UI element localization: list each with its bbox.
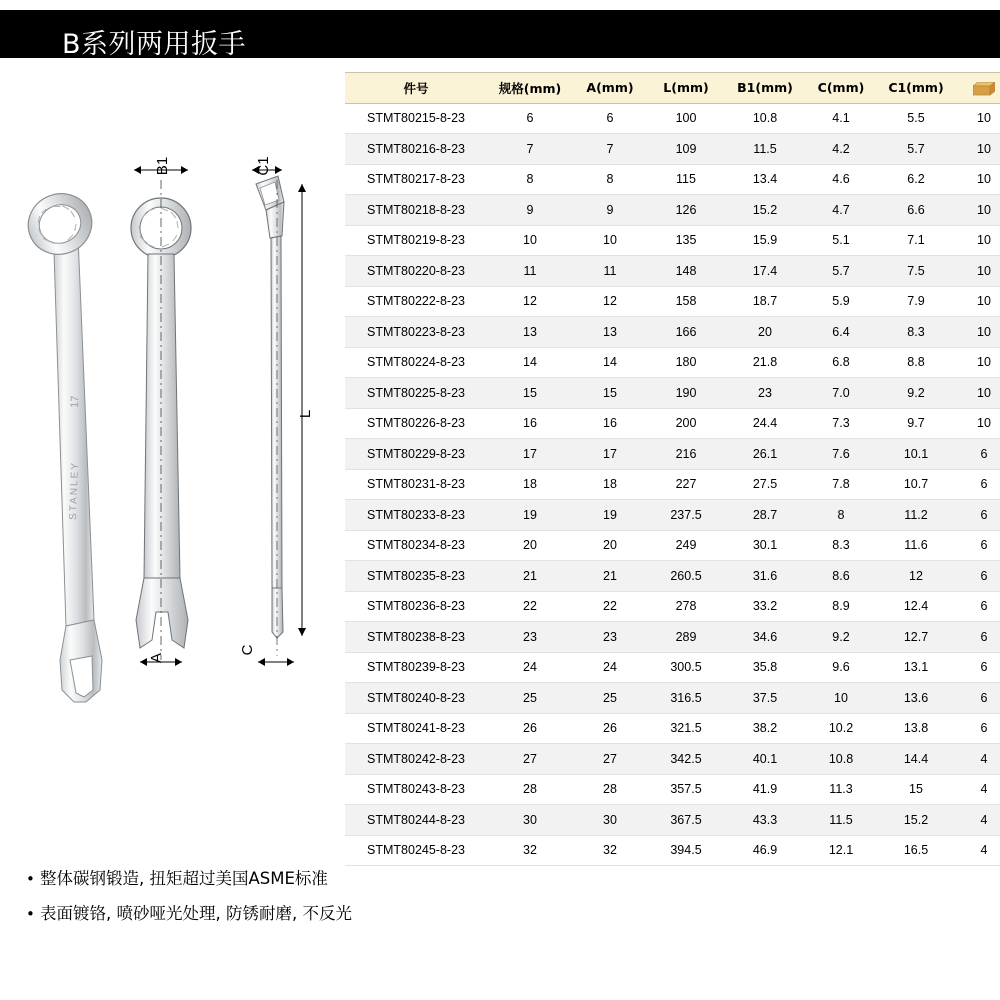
cell-c: 12.1 <box>828 843 854 858</box>
table-row <box>345 774 1000 805</box>
cell-l: 321.5 <box>670 721 702 736</box>
cell-l: 166 <box>675 324 697 339</box>
cell-spec: 32 <box>523 843 537 858</box>
cell-spec: 9 <box>526 202 534 217</box>
table-row <box>345 835 1000 866</box>
cell-c1: 12.7 <box>903 629 929 644</box>
table-row <box>345 195 1000 226</box>
cell-part-no: STMT80240-8-23 <box>367 690 465 705</box>
cell-part-no: STMT80220-8-23 <box>367 263 465 278</box>
cell-c: 7.8 <box>832 477 850 492</box>
cell-spec: 11 <box>523 263 537 278</box>
cell-l: 394.5 <box>670 843 702 858</box>
cell-spec: 6 <box>526 111 534 126</box>
cell-b1: 26.1 <box>752 446 778 461</box>
cell-b1: 40.1 <box>752 751 778 766</box>
cell-qty: 10 <box>977 385 991 400</box>
cell-c1: 8.8 <box>907 355 925 370</box>
column-header-spec: 规格(mm) <box>487 73 573 104</box>
cell-c: 7.0 <box>832 385 850 400</box>
column-header-b1: B1(mm) <box>725 73 805 104</box>
feature-text: 表面镀铬, 喷砂哑光处理, 防锈耐磨, 不反光 <box>40 904 352 923</box>
cell-spec: 7 <box>526 141 534 156</box>
cell-b1: 33.2 <box>752 599 778 614</box>
table-row <box>345 256 1000 287</box>
cell-spec: 15 <box>523 385 537 400</box>
cell-l: 100 <box>675 111 697 126</box>
cell-l: 200 <box>675 416 697 431</box>
cell-qty: 6 <box>980 507 988 522</box>
cell-l: 109 <box>675 141 697 156</box>
cell-spec: 27 <box>523 751 537 766</box>
table-row <box>345 103 1000 134</box>
cell-part-no: STMT80225-8-23 <box>367 385 465 400</box>
cell-qty: 6 <box>980 538 988 553</box>
cell-qty: 4 <box>980 782 988 797</box>
cell-a: 32 <box>603 843 617 858</box>
cell-part-no: STMT80217-8-23 <box>367 172 465 187</box>
table-row <box>345 622 1000 653</box>
cell-spec: 13 <box>523 324 537 339</box>
dimension-label-c1: C1 <box>255 156 272 176</box>
cell-spec: 30 <box>523 812 537 827</box>
dimension-label-a: A <box>148 652 165 664</box>
cell-spec: 8 <box>526 172 534 187</box>
cell-c: 7.6 <box>832 446 850 461</box>
wrench-side-view <box>239 156 314 666</box>
cell-c: 11.5 <box>829 812 853 827</box>
cell-l: 135 <box>675 233 697 248</box>
cell-a: 11 <box>603 263 617 278</box>
feature-list <box>26 866 446 936</box>
cell-c1: 13.8 <box>903 721 929 736</box>
cell-part-no: STMT80236-8-23 <box>367 599 465 614</box>
cell-a: 8 <box>606 172 614 187</box>
column-header-quantity <box>955 73 1000 104</box>
cell-l: 115 <box>676 172 696 187</box>
page-header-bar <box>0 10 1000 58</box>
cell-spec: 19 <box>523 507 537 522</box>
cell-a: 10 <box>603 233 617 248</box>
cell-part-no: STMT80226-8-23 <box>367 416 465 431</box>
table-row <box>345 591 1000 622</box>
cell-b1: 28.7 <box>752 507 778 522</box>
cell-c: 10 <box>834 690 848 705</box>
cell-qty: 6 <box>980 660 988 675</box>
table-row <box>345 439 1000 470</box>
table-row <box>345 225 1000 256</box>
table-row <box>345 378 1000 409</box>
cell-l: 260.5 <box>670 568 702 583</box>
cell-qty: 10 <box>977 416 991 431</box>
cell-b1: 15.2 <box>752 202 778 217</box>
cell-c1: 15.2 <box>903 812 929 827</box>
cell-part-no: STMT80231-8-23 <box>367 477 465 492</box>
cell-l: 148 <box>675 263 697 278</box>
cell-a: 23 <box>603 629 617 644</box>
cell-l: 289 <box>675 629 697 644</box>
cell-part-no: STMT80242-8-23 <box>367 751 465 766</box>
cell-c1: 12 <box>909 568 923 583</box>
wrench-isometric-view <box>19 184 102 702</box>
cell-b1: 23 <box>758 385 772 400</box>
cell-b1: 24.4 <box>752 416 778 431</box>
cell-c1: 13.6 <box>903 690 929 705</box>
cell-c: 8.9 <box>832 599 850 614</box>
column-header-c: C(mm) <box>805 73 877 104</box>
cell-c: 4.2 <box>832 141 850 156</box>
cell-b1: 17.4 <box>752 263 778 278</box>
cell-c: 5.7 <box>832 263 850 278</box>
cell-l: 180 <box>675 355 697 370</box>
cell-c1: 7.5 <box>907 263 925 278</box>
cell-a: 30 <box>603 812 617 827</box>
dimension-label-l: L <box>297 409 314 419</box>
cell-a: 12 <box>603 294 617 309</box>
cell-b1: 41.9 <box>752 782 778 797</box>
cell-l: 237.5 <box>670 507 702 522</box>
cell-part-no: STMT80239-8-23 <box>367 660 465 675</box>
cell-qty: 10 <box>977 233 991 248</box>
table-header-row <box>345 73 1000 104</box>
cell-qty: 6 <box>980 477 988 492</box>
table-row <box>345 561 1000 592</box>
cell-a: 21 <box>603 568 617 583</box>
cell-b1: 10.8 <box>752 111 778 126</box>
cell-c: 6.8 <box>832 355 850 370</box>
cell-spec: 10 <box>523 233 537 248</box>
cell-c1: 12.4 <box>903 599 929 614</box>
cell-part-no: STMT80233-8-23 <box>367 507 465 522</box>
cell-c1: 6.2 <box>907 172 925 187</box>
cell-c1: 10.7 <box>903 477 929 492</box>
cell-c: 7.3 <box>832 416 850 431</box>
cell-c: 4.6 <box>832 172 850 187</box>
cell-c: 4.7 <box>832 202 850 217</box>
cell-b1: 11.5 <box>753 141 777 156</box>
cell-b1: 30.1 <box>752 538 778 553</box>
wrench-diagram-svg <box>8 150 338 710</box>
cell-a: 17 <box>603 446 617 461</box>
cell-qty: 6 <box>980 568 988 583</box>
cell-c: 5.9 <box>832 294 850 309</box>
column-header-a: A(mm) <box>573 73 647 104</box>
table-row <box>345 134 1000 165</box>
cell-spec: 12 <box>523 294 537 309</box>
cell-l: 316.5 <box>670 690 702 705</box>
cell-spec: 14 <box>523 355 537 370</box>
cell-qty: 10 <box>977 324 991 339</box>
cell-c1: 10.1 <box>903 446 929 461</box>
cell-c: 10.8 <box>828 751 854 766</box>
cell-c1: 7.9 <box>907 294 925 309</box>
page-title: B系列两用扳手 <box>62 29 247 60</box>
cell-spec: 21 <box>523 568 537 583</box>
cell-c1: 6.6 <box>907 202 925 217</box>
list-item <box>26 866 446 892</box>
cell-b1: 43.3 <box>752 812 778 827</box>
cell-qty: 6 <box>980 446 988 461</box>
table-row <box>345 286 1000 317</box>
cell-part-no: STMT80235-8-23 <box>367 568 465 583</box>
cell-qty: 6 <box>980 721 988 736</box>
cell-qty: 6 <box>980 629 988 644</box>
cell-qty: 4 <box>980 751 988 766</box>
cell-a: 14 <box>603 355 617 370</box>
column-header-c1: C1(mm) <box>877 73 955 104</box>
cell-c1: 8.3 <box>907 324 925 339</box>
cell-a: 13 <box>603 324 617 339</box>
cell-c: 4.1 <box>832 111 850 126</box>
cell-c1: 15 <box>909 782 923 797</box>
cell-part-no: STMT80222-8-23 <box>367 294 465 309</box>
cell-l: 278 <box>675 599 697 614</box>
cell-a: 27 <box>603 751 617 766</box>
cell-c1: 13.1 <box>903 660 929 675</box>
cell-c1: 5.7 <box>907 141 925 156</box>
table-row <box>345 408 1000 439</box>
cell-qty: 10 <box>977 294 991 309</box>
bullet-dot-icon: • <box>26 870 35 888</box>
cell-part-no: STMT80216-8-23 <box>367 141 465 156</box>
table-row <box>345 652 1000 683</box>
cell-c1: 9.2 <box>907 385 925 400</box>
cell-c: 6.4 <box>832 324 850 339</box>
cell-b1: 20 <box>758 324 772 339</box>
cell-part-no: STMT80224-8-23 <box>367 355 465 370</box>
cell-qty: 6 <box>980 690 988 705</box>
cell-a: 20 <box>603 538 617 553</box>
cell-b1: 15.9 <box>752 233 778 248</box>
cell-part-no: STMT80234-8-23 <box>367 538 465 553</box>
cell-spec: 20 <box>523 538 537 553</box>
cell-a: 7 <box>606 141 614 156</box>
table-body <box>345 103 1000 866</box>
cell-c1: 11.2 <box>904 507 928 522</box>
cell-b1: 34.6 <box>752 629 778 644</box>
cell-part-no: STMT80215-8-23 <box>367 111 465 126</box>
cell-a: 22 <box>603 599 617 614</box>
cell-part-no: STMT80241-8-23 <box>367 721 465 736</box>
cell-b1: 21.8 <box>752 355 778 370</box>
cell-c1: 14.4 <box>903 751 929 766</box>
cell-c: 9.2 <box>832 629 850 644</box>
table-header <box>345 73 1000 104</box>
cell-b1: 18.7 <box>752 294 778 309</box>
cell-spec: 22 <box>523 599 537 614</box>
cell-a: 26 <box>603 721 617 736</box>
cell-l: 249 <box>675 538 697 553</box>
cell-part-no: STMT80238-8-23 <box>367 629 465 644</box>
cell-part-no: STMT80229-8-23 <box>367 446 465 461</box>
cell-c: 8.6 <box>832 568 850 583</box>
table-row <box>345 469 1000 500</box>
cell-spec: 16 <box>523 416 537 431</box>
cell-l: 367.5 <box>670 812 702 827</box>
cell-b1: 46.9 <box>752 843 778 858</box>
cell-spec: 23 <box>523 629 537 644</box>
bullet-dot-icon: • <box>26 905 35 923</box>
cell-c1: 9.7 <box>907 416 925 431</box>
cell-qty: 10 <box>977 355 991 370</box>
cell-l: 342.5 <box>670 751 702 766</box>
cell-l: 227 <box>675 477 697 492</box>
cell-c: 10.2 <box>828 721 854 736</box>
cell-part-no: STMT80243-8-23 <box>367 782 465 797</box>
cell-qty: 4 <box>980 812 988 827</box>
column-header-part-no: 件号 <box>345 73 487 104</box>
cell-c1: 5.5 <box>907 111 925 126</box>
cell-c: 9.6 <box>832 660 850 675</box>
cell-b1: 38.2 <box>752 721 778 736</box>
cell-qty: 10 <box>977 263 991 278</box>
cell-qty: 10 <box>977 172 991 187</box>
cell-l: 357.5 <box>670 782 702 797</box>
cell-l: 190 <box>675 385 697 400</box>
table-row <box>345 530 1000 561</box>
wrench-front-view <box>131 157 191 666</box>
cell-a: 16 <box>603 416 617 431</box>
column-header-l: L(mm) <box>647 73 725 104</box>
table-row <box>345 683 1000 714</box>
table-row <box>345 713 1000 744</box>
size-stamp: 17 <box>69 395 82 409</box>
dimension-label-c: C <box>239 644 256 656</box>
cell-c1: 11.6 <box>904 538 928 553</box>
cell-qty: 10 <box>977 202 991 217</box>
box-icon <box>973 82 995 96</box>
cell-c1: 16.5 <box>903 843 929 858</box>
dimension-label-b1: B1 <box>154 156 171 176</box>
cell-qty: 10 <box>977 141 991 156</box>
cell-spec: 25 <box>523 690 537 705</box>
table-row <box>345 317 1000 348</box>
cell-a: 15 <box>603 385 617 400</box>
cell-part-no: STMT80245-8-23 <box>367 843 465 858</box>
cell-part-no: STMT80244-8-23 <box>367 812 465 827</box>
cell-l: 216 <box>675 446 697 461</box>
cell-a: 6 <box>606 111 614 126</box>
cell-c: 8.3 <box>832 538 850 553</box>
cell-a: 28 <box>603 782 617 797</box>
cell-spec: 18 <box>523 477 537 492</box>
feature-text: 整体碳钢锻造, 扭矩超过美国ASME标准 <box>40 869 328 888</box>
cell-spec: 28 <box>523 782 537 797</box>
cell-spec: 24 <box>523 660 537 675</box>
cell-l: 300.5 <box>670 660 702 675</box>
cell-a: 19 <box>603 507 617 522</box>
cell-a: 18 <box>603 477 617 492</box>
cell-part-no: STMT80219-8-23 <box>367 233 465 248</box>
table-row <box>345 500 1000 531</box>
cell-a: 9 <box>606 202 614 217</box>
specification-table <box>345 72 1000 866</box>
table-row <box>345 347 1000 378</box>
cell-part-no: STMT80218-8-23 <box>367 202 465 217</box>
cell-qty: 10 <box>977 111 991 126</box>
product-illustration <box>8 150 338 710</box>
brand-stamp: STANLEY <box>68 460 82 521</box>
cell-b1: 35.8 <box>752 660 778 675</box>
cell-b1: 13.4 <box>752 172 778 187</box>
cell-a: 25 <box>603 690 617 705</box>
cell-b1: 27.5 <box>752 477 778 492</box>
cell-a: 24 <box>603 660 617 675</box>
cell-c: 5.1 <box>832 233 850 248</box>
cell-qty: 6 <box>980 599 988 614</box>
cell-part-no: STMT80223-8-23 <box>367 324 465 339</box>
cell-spec: 26 <box>523 721 537 736</box>
cell-c1: 7.1 <box>907 233 925 248</box>
cell-l: 126 <box>675 202 697 217</box>
table-row <box>345 164 1000 195</box>
cell-spec: 17 <box>523 446 537 461</box>
cell-c: 8 <box>837 507 845 522</box>
cell-l: 158 <box>675 294 697 309</box>
table-row <box>345 805 1000 836</box>
cell-b1: 31.6 <box>752 568 778 583</box>
list-item <box>26 901 446 927</box>
cell-qty: 4 <box>980 843 988 858</box>
cell-c: 11.3 <box>829 782 853 797</box>
cell-b1: 37.5 <box>752 690 778 705</box>
table-row <box>345 744 1000 775</box>
